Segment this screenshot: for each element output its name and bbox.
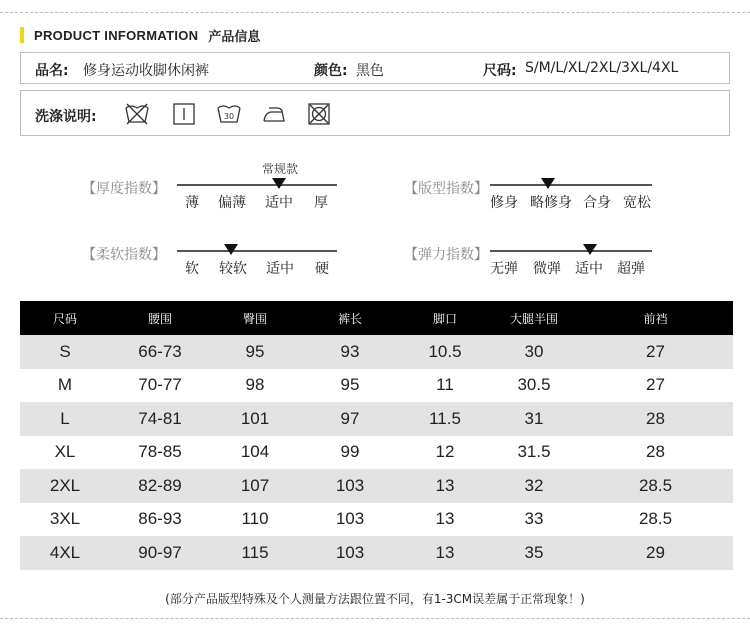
table-cell: 11.5: [400, 402, 490, 436]
elasticity-level: 超弹: [617, 261, 645, 277]
table-cell: 27: [646, 375, 665, 395]
table-cell: 28.5: [578, 469, 733, 503]
table-cell: L: [20, 402, 110, 436]
table-cell: 10.5: [400, 335, 490, 369]
table-row: [20, 503, 733, 537]
bottom-divider: [0, 618, 750, 619]
table-row: [20, 536, 733, 570]
table-cell: 11: [436, 375, 454, 395]
thickness-level: 薄: [185, 195, 199, 211]
table-cell: 78-85: [138, 442, 182, 462]
table-cell: 31: [490, 402, 578, 436]
elasticity-title: 【弹力指数】: [404, 247, 488, 263]
table-cell: 31.5: [517, 442, 551, 462]
table-row: [20, 436, 733, 470]
dry-flat-icon: [171, 102, 197, 126]
table-cell: 115: [210, 536, 300, 570]
table-row: [20, 369, 733, 403]
softness-title: 【柔软指数】: [82, 247, 166, 263]
thickness-track: [177, 184, 337, 186]
table-cell: 12: [435, 442, 455, 462]
size-table: [20, 301, 733, 570]
elasticity-marker: [583, 244, 597, 255]
wash-30-icon: [216, 102, 242, 126]
column-header: 腰围: [110, 301, 210, 335]
iron-icon: [261, 102, 287, 126]
no-wash-icon: [124, 102, 150, 126]
table-cell: 95: [210, 335, 300, 369]
table-cell: XL: [54, 442, 76, 462]
table-cell: 13: [400, 536, 490, 570]
thickness-level: 适中: [265, 195, 293, 211]
table-cell: 95: [340, 375, 360, 395]
table-cell: 110: [241, 509, 269, 529]
wash-temp: 30: [223, 112, 235, 121]
table-cell: 13: [435, 509, 455, 529]
fit-track: [490, 184, 652, 186]
softness-level: 适中: [266, 261, 294, 277]
softness-level: 软: [185, 261, 199, 277]
table-cell: M: [57, 375, 73, 395]
table-cell: 103: [300, 536, 400, 570]
name-value: 修身运动收脚休闲裤: [83, 63, 209, 79]
table-row: [20, 469, 733, 503]
table-cell: 82-89: [110, 469, 210, 503]
table-cell: S: [20, 335, 110, 369]
table-cell: 33: [524, 509, 544, 529]
column-header: 裤长: [300, 301, 400, 335]
table-cell: 66-73: [110, 335, 210, 369]
product-info-box: [20, 52, 730, 84]
softness-level: 硬: [315, 261, 329, 277]
header-title-cn: 产品信息: [208, 29, 261, 45]
wash-instructions-box: [20, 90, 730, 136]
column-header: 尺码: [20, 301, 110, 335]
softness-level: 较软: [219, 261, 247, 277]
table-cell: 28: [646, 442, 665, 462]
table-cell: 32: [490, 469, 578, 503]
column-header: 臀围: [210, 301, 300, 335]
table-cell: 107: [210, 469, 300, 503]
table-cell: 104: [240, 442, 270, 462]
section-header: [20, 24, 260, 46]
fit-level: 修身: [490, 195, 518, 211]
table-cell: 28: [578, 402, 733, 436]
thickness-gauge: [82, 160, 352, 220]
thickness-level: 厚: [314, 195, 328, 211]
fit-level: 合身: [583, 195, 611, 211]
name-label: 品名:: [35, 63, 69, 79]
color-value: 黑色: [356, 63, 384, 79]
table-cell: 29: [578, 536, 733, 570]
table-cell: 98: [245, 375, 265, 395]
table-cell: 28.5: [638, 509, 673, 529]
thickness-title: 【厚度指数】: [82, 181, 166, 197]
column-header: 脚口: [400, 301, 490, 335]
table-cell: 93: [300, 335, 400, 369]
fit-level: 宽松: [623, 195, 651, 211]
table-cell: 4XL: [20, 536, 110, 570]
elasticity-level: 适中: [575, 261, 603, 277]
table-cell: 103: [300, 469, 400, 503]
table-cell: 13: [400, 469, 490, 503]
table-cell: 35: [490, 536, 578, 570]
fit-title: 【版型指数】: [404, 181, 488, 197]
softness-gauge: [82, 226, 352, 286]
table-cell: 30.5: [517, 375, 551, 395]
size-value: S/M/L/XL/2XL/3XL/4XL: [525, 60, 679, 76]
elasticity-level: 无弹: [490, 261, 518, 277]
thickness-level: 偏薄: [218, 195, 246, 211]
thickness-note: 常规款: [262, 162, 299, 176]
table-cell: 90-97: [110, 536, 210, 570]
table-cell: 101: [210, 402, 300, 436]
table-row: [20, 402, 733, 436]
table-cell: 97: [300, 402, 400, 436]
softness-marker: [224, 244, 238, 255]
table-cell: 2XL: [20, 469, 110, 503]
table-row: [20, 335, 733, 369]
size-label: 尺码:: [483, 63, 517, 79]
elasticity-gauge: [404, 226, 664, 286]
elasticity-track: [490, 250, 652, 252]
table-header-row: [20, 301, 733, 335]
wash-label: 洗涤说明:: [35, 109, 97, 125]
color-label: 颜色:: [314, 63, 348, 79]
column-header: 前裆: [578, 301, 733, 335]
fit-gauge: [404, 160, 664, 220]
table-cell: 103: [335, 509, 365, 529]
table-cell: 30: [490, 335, 578, 369]
elasticity-level: 微弹: [533, 261, 561, 277]
measurement-footnote: (部分产品版型特殊及个人测量方法跟位置不同，有1-3CM误差属于正常现象！): [165, 592, 585, 606]
fit-marker: [541, 178, 555, 189]
table-cell: 74-81: [110, 402, 210, 436]
table-cell: 27: [578, 335, 733, 369]
fit-level: 略修身: [530, 195, 572, 211]
accent-bar: [20, 27, 24, 43]
header-title-en: PRODUCT INFORMATION: [34, 27, 199, 43]
column-header: 大腿半围: [490, 301, 578, 335]
table-cell: 86-93: [138, 509, 182, 529]
softness-track: [177, 250, 337, 252]
top-divider: [0, 12, 750, 13]
table-cell: 3XL: [49, 509, 81, 529]
table-cell: 70-77: [138, 375, 182, 395]
table-cell: 99: [340, 442, 360, 462]
thickness-marker: [272, 178, 286, 189]
no-tumble-dry-icon: [306, 102, 332, 126]
